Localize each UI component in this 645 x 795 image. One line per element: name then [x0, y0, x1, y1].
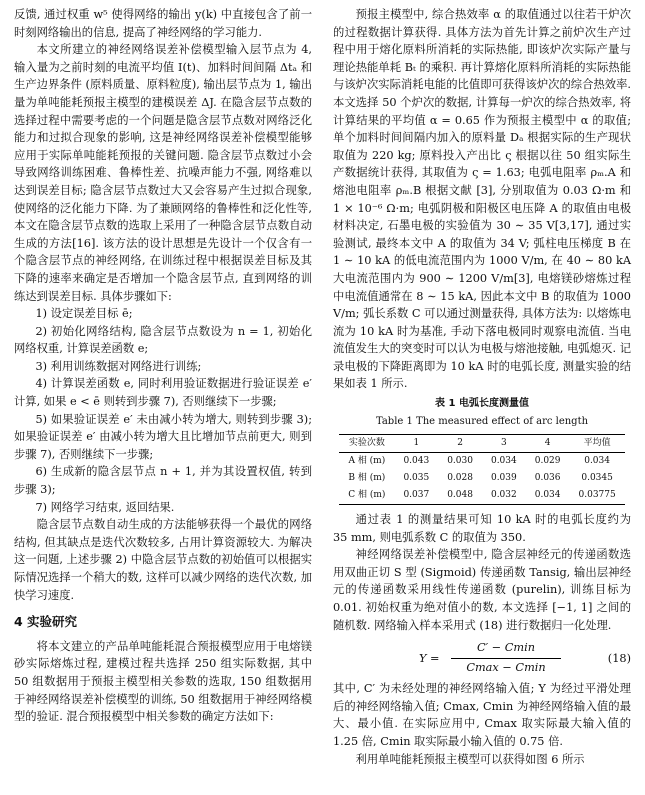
table-cell: 0.032: [490, 490, 517, 501]
step-item: 1) 设定误差目标 ē;: [35, 307, 133, 321]
paragraph-last: 利用单吨能耗预报主模型可以获得如图 6 所示: [355, 752, 585, 766]
table-row: [339, 453, 624, 471]
table-header-cell: 实验次数: [348, 438, 385, 449]
table-cell: A 相 (m): [348, 456, 386, 467]
table-header-row: [339, 435, 624, 453]
equation-18: [333, 638, 631, 678]
section-heading: 4 实验研究: [14, 614, 78, 630]
table-cell: 0.034: [584, 456, 610, 467]
paragraph-experiment: 将本文建立的产品单吨能耗混合预报模型应用于电熔镁砂实际熔炼过程, 建模过程共选择 250 组实际数据, 其中 50 组数据用于预报主模型相关参数的选取, 150 组数据用于神经网络误差补偿模型的训练, 50 组数据用于神经网络模型的验证. 混合预报模型中相关参数的确定方法如下:: [14, 639, 312, 724]
equation-number: (18): [607, 652, 631, 666]
table-cell: 0.0345: [581, 473, 613, 484]
step-item: 5) 如果验证误差 e′ 未由减小转为增大, 则转到步骤 3); 如果验证误差 e′ 由减小转为增大且比增加节点前更大, 则到步骤 7), 否则继续下一步骤;: [14, 412, 312, 461]
table-header-cell: 1: [413, 438, 420, 449]
paragraph-model-design: 本文所建立的神经网络误差补偿模型输入层节点为 4, 输入量为之前时刻的电流平均值 I(t)、加料时间间隔 Δtₐ 和生产边界条件 (原料质量、原料粒度), 输出层节点为 1, 输出量为单吨能耗预报主模型的建模误差 ΔJ. 在隐含层节点数的选择过程中需要考虑的一个问题是隐含层节点数对网络泛化能力和过拟合现象的影响, 这是神经网络误差补偿模型能够应用于实际单吨能耗预报的关键问题. 隐含层节点数过小会导致网络训练困难、鲁棒性差、抗噪声能力不强, 网络难以达到误差目标; 隐含层节点数过大又会容易产生过拟合现象, 使网络的泛化能力下降. 为了兼顾网络的鲁棒性和泛化性等, 本文在隐含层节点数的选取上采用了一种隐含层节点数自动生成的方法[16]. 该方法的设计思想是先设计一个仅含有一个隐含层节点的神经网络, 在训练过程中根据误差目标及其下降的速率来确定是否增加一个隐含层节点, 直到网络的训练达到误差目标. 具体步骤如下:: [14, 43, 312, 303]
table-header-cell: 4: [544, 438, 551, 449]
table-cell: 0.036: [534, 473, 561, 484]
right-column: [333, 6, 631, 768]
table-cell: 0.034: [534, 490, 561, 501]
equation-lhs: Y =: [419, 652, 440, 666]
left-column: [14, 6, 312, 726]
paragraph-method-discussion: 隐含层节点数自动生成的方法能够获得一个最优的网络结构, 但其缺点是迭代次数较多, 占用计算资源较大. 为解决这一问题, 上述步骤 2) 中隐含层节点数的初始值可以根据实际情况选择一个稍大的数, 这样可以减少网络的迭代次数, 加快学习速度.: [14, 518, 312, 602]
table-row: [339, 487, 624, 505]
table-header-cell: 平均值: [583, 438, 611, 449]
paragraph-after-equation: 其中, C′ 为未经处理的神经网络输入值; Y 为经过平滑处理后的神经网络输入值; Cmax, Cmin 为神经网络输入值的最大、最小值. 在实际应用中, Cmax 取实际最大输入值的 1.25 倍, Cmin 取实际最小输入值的 0.75 倍.: [333, 682, 631, 748]
step-item: 2) 初始化网络结构, 隐含层节点数设为 n = 1, 初始化网络权重, 计算误差函数 e;: [14, 324, 312, 356]
table-cell: 0.048: [447, 490, 473, 501]
table-caption-cn: 表 1 电弧长度测量值: [435, 398, 529, 410]
table-cell: C 相 (m): [348, 490, 386, 501]
table-caption-en: Table 1 The measured effect of arc length: [375, 416, 589, 428]
step-item: 3) 利用训练数据对网络进行训练;: [35, 359, 202, 373]
table-cell: 0.029: [534, 456, 561, 467]
table-header-cell: 2: [457, 438, 463, 449]
table-header-cell: 3: [500, 438, 507, 449]
equation-fraction: [451, 639, 561, 676]
table-cell: 0.034: [490, 456, 517, 467]
paragraph-neural-network: 神经网络误差补偿模型中, 隐含层神经元的传递函数选用双曲正切 S 型 (Sigmoid) 传递函数 Tansig, 输出层神经元的传递函数采用线性传递函数 (purelin), 训练目标为 0.01. 初始权重为绝对值小的数, 本文选择 [−1, 1] 之间的随机数. 网络输入样本采用式 (18) 进行数据归一化处理.: [333, 548, 631, 632]
arc-length-table: [339, 434, 624, 505]
table-cell: 0.035: [403, 473, 430, 484]
equation-denominator: Cmax − Cmin: [466, 660, 546, 674]
table-cell: 0.039: [490, 473, 517, 484]
paragraph-table-result: 通过表 1 的测量结果可知 10 kA 时的电弧长度约为 35 mm, 则电弧系数 C 的取值为 350.: [333, 513, 631, 544]
table-row: [339, 470, 624, 487]
table-cell: B 相 (m): [348, 473, 386, 484]
step-item: 4) 计算误差函数 e, 同时利用验证数据进行验证误差 e′ 计算, 如果 e < ē 则转到步骤 7), 否则继续下一步骤;: [14, 377, 312, 409]
paragraph-parameters: 预报主模型中, 综合热效率 α 的取值通过以往若干炉次的过程数据计算获得. 具体方法为首先计算之前炉次生产过程中用于熔化原料所消耗的实际热能, 即该炉次实际产量与理论热能单耗 Bₜ 的乘积. 再计算熔化原料所消耗的实际热能与该炉次实际消耗电能的比值即可获得该炉次的综合热效率. 本文选择 50 个炉次的数据, 计算每一炉次的综合热效率, 将计算结果的平均值 α = 0.65 作为预报主模型中 α 的取值; 单个加料时间间隔内加入的原料量 Dₐ 根据实际的生产现状取值为 220 kg; 原料投入产出比 ς 根据以往 50 组实际生产数据统计获得, 其取值为 ς = 1.63; 电弧电阻率 ρₘ.A 和熔池电阻率 ρₘ.B 根据文献 [3], 分别取值为 0.03 Ω·m 和 1 × 10⁻⁶ Ω·m; 电弧阴极和阳极区电压降 A 的取值由电极材料决定, 石墨电极的实验值为 30 ∼ 35 V[3,17], 通过实验测试, 最终本文中 A 的取值为 34 V; 弧柱电压梯度 B 在 1 ∼ 10 kA 的低电流范围内为 1000 V/m, 在 40 ∼ 80 kA 大电流范围内为 900 ∼ 1200 V/m[3], 电熔镁砂熔炼过程中电流值通常在 8 ∼ 15 kA, 因此本文中 B 的取值为 1000 V/m; 弧长系数 C 可以通过测量获得, 具体方法为: 以熔炼电流为 10 kA 时为基准, 手动下落电极同时观察电流值. 当电流值发生大的突变时可以认为电极与熔池接触, 电弧熄灭. 记录电极的下降距离即为 10 kA 时的电弧长度, 测量实验的结果如表 1 所示.: [333, 8, 631, 391]
step-item: 7) 网络学习结束, 返回结果.: [35, 500, 175, 514]
table-cell: 0.03775: [578, 490, 616, 501]
table-cell: 0.043: [403, 456, 430, 467]
table-cell: 0.037: [403, 490, 430, 501]
step-item: 6) 生成新的隐含层节点 n + 1, 并为其设置权值, 转到步骤 3);: [14, 465, 312, 497]
paragraph-intro-tail: 反馈, 通过权重 w⁵ 使得网络的输出 y(k) 中直接包含了前一时刻网络输出的信息, 提高了神经网络的学习能力.: [14, 8, 312, 39]
table-cell: 0.028: [447, 473, 473, 484]
table-cell: 0.030: [447, 456, 473, 467]
equation-numerator: C′ − Cmin: [451, 639, 561, 659]
